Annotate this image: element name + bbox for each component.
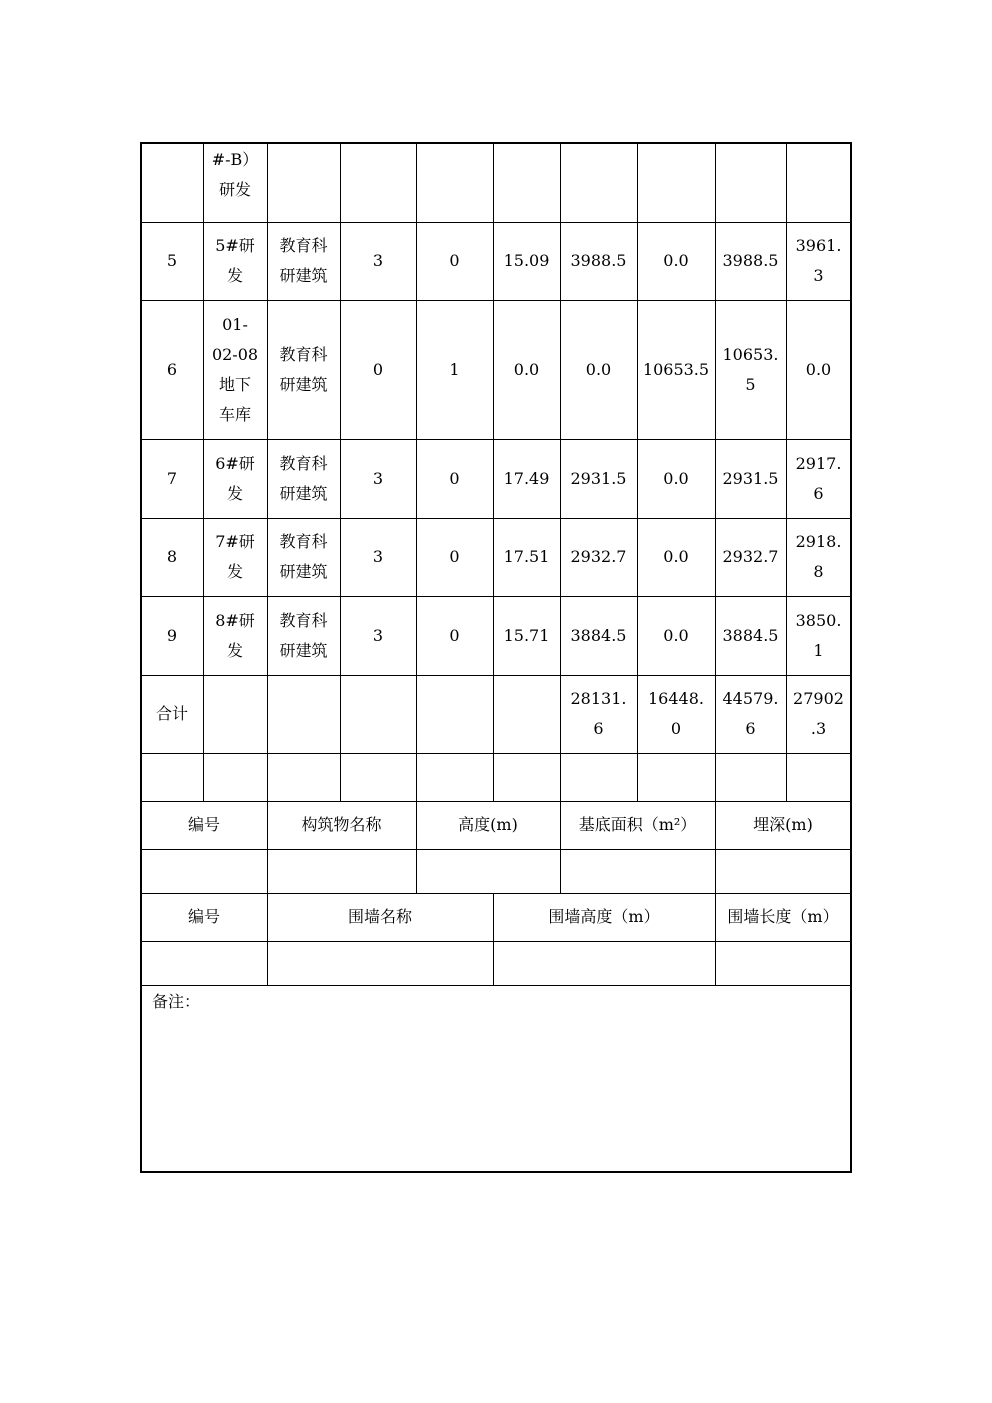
cell-footprint: 0.0	[805, 359, 832, 379]
cell-area_below: 0.0	[663, 251, 689, 270]
cell-above: 3	[372, 547, 384, 566]
cell-above: 3	[372, 468, 384, 488]
grid-line	[141, 753, 851, 754]
walls-header-cell: 编号	[187, 907, 220, 926]
cell-above: 3	[372, 625, 384, 645]
cell-no: 8	[166, 547, 178, 566]
cell-below: 0	[449, 468, 460, 488]
cell-area_above: 3884.5	[570, 625, 627, 645]
total-area_above: 28131. 6	[570, 689, 627, 738]
cell-area_total: 2931.5	[722, 468, 779, 488]
cell-name: 6#研 发	[215, 453, 255, 503]
cell-use: 教育科 研建筑	[279, 532, 328, 581]
grid-line	[141, 941, 851, 942]
cell-height: 15.71	[503, 625, 550, 645]
cell-area_total: 2932.7	[722, 547, 779, 566]
cell-area_total: 3988.5	[722, 251, 779, 270]
cell-footprint	[786, 143, 851, 222]
cell-footprint: 2917. 6	[795, 453, 842, 503]
cell-area_above: 0.0	[585, 359, 612, 379]
total-footprint: 27902 .3	[793, 689, 844, 738]
grid-line	[141, 849, 851, 850]
cell-area_above: 2931.5	[570, 468, 627, 488]
remarks-label: 备注：	[152, 992, 201, 1011]
structures-header-cell: 构筑物名称	[301, 815, 382, 834]
cell-above: 0	[372, 359, 384, 379]
cell-above	[340, 143, 416, 222]
cell-below: 0	[449, 547, 460, 566]
cell-height: 17.51	[503, 547, 550, 566]
cell-name: 01- 02-08 地下 车库	[211, 314, 259, 424]
cell-height: 17.49	[503, 468, 550, 488]
cell-below: 1	[449, 359, 460, 379]
cell-no: 6	[166, 359, 178, 379]
total-area_below: 16448. 0	[648, 689, 704, 738]
cell-area_below: 0.0	[663, 468, 689, 488]
cell-use: 教育科 研建筑	[279, 610, 328, 660]
total-label: 合计	[155, 704, 188, 723]
cell-below: 0	[449, 625, 460, 645]
cell-use: 教育科 研建筑	[279, 344, 328, 394]
cell-area_below: 10653.5	[642, 359, 710, 379]
cell-use	[267, 143, 340, 222]
cell-name: 8#研 发	[215, 610, 255, 660]
cell-name: 7#研 发	[215, 532, 255, 581]
cell-footprint: 2918. 8	[795, 532, 842, 581]
cell-no	[141, 143, 203, 222]
cell-area_total: 10653. 5	[722, 344, 779, 394]
walls-header-cell: 围墙高度（m）	[548, 907, 660, 926]
cell-no: 9	[166, 625, 178, 645]
cell-area_below: 0.0	[663, 625, 689, 645]
cell-area_above: 3988.5	[570, 251, 627, 270]
cell-area_below	[637, 143, 715, 222]
cell-footprint: 3961. 3	[795, 236, 842, 285]
cell-no: 7	[166, 468, 178, 488]
cell-name: #-B） 研发	[211, 150, 259, 199]
walls-header-cell: 围墙名称	[347, 907, 412, 926]
total-area_total: 44579. 6	[722, 689, 779, 738]
structures-header-cell: 埋深(m)	[753, 815, 813, 834]
structures-header-cell: 基底面积（m²）	[578, 815, 697, 834]
cell-area_above	[560, 143, 637, 222]
cell-below	[416, 143, 493, 222]
cell-area_total	[715, 143, 786, 222]
structures-header-cell: 高度(m)	[458, 815, 518, 834]
cell-area_total: 3884.5	[722, 625, 779, 645]
cell-name: 5#研 发	[215, 236, 255, 285]
cell-height	[493, 143, 560, 222]
cell-below: 0	[449, 251, 460, 270]
walls-header-cell: 围墙长度（m）	[727, 907, 839, 926]
cell-use: 教育科 研建筑	[279, 453, 328, 503]
cell-area_below: 0.0	[663, 547, 689, 566]
cell-above: 3	[372, 251, 384, 270]
grid-line	[141, 985, 851, 986]
cell-footprint: 3850. 1	[795, 610, 842, 660]
cell-height: 15.09	[503, 251, 550, 270]
cell-area_above: 2932.7	[570, 547, 627, 566]
structures-header-cell: 编号	[187, 815, 220, 834]
cell-use: 教育科 研建筑	[279, 236, 328, 285]
cell-height: 0.0	[513, 359, 540, 379]
cell-no: 5	[166, 251, 178, 270]
